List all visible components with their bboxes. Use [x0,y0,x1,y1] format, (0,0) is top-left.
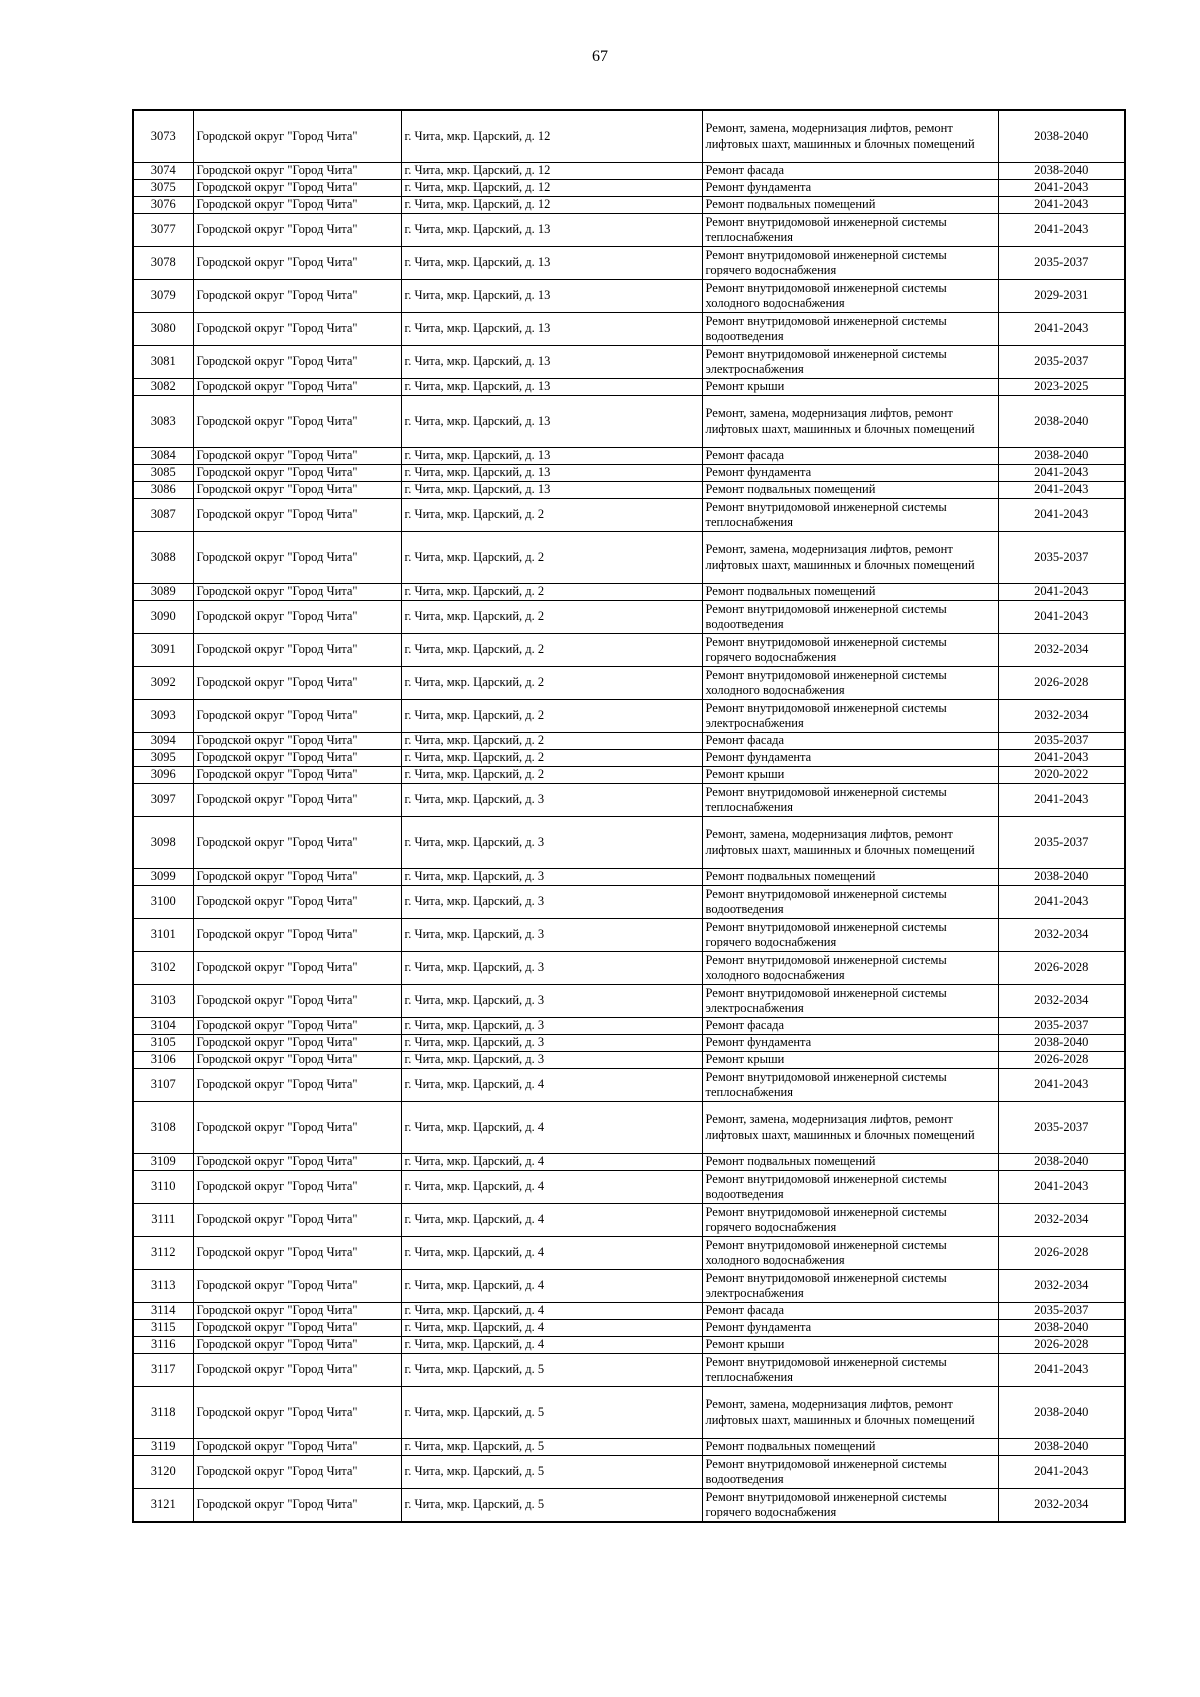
cell-municipality: Городской округ "Город Чита" [193,952,401,985]
cell-period: 2041-2043 [998,1171,1125,1204]
table-row [133,313,1125,346]
cell-municipality: Городской округ "Город Чита" [193,886,401,919]
cell-address: г. Чита, мкр. Царский, д. 2 [401,700,702,733]
cell-work-type: Ремонт крыши [702,1337,998,1354]
cell-address: г. Чита, мкр. Царский, д. 4 [401,1337,702,1354]
cell-address: г. Чита, мкр. Царский, д. 4 [401,1154,702,1171]
cell-municipality: Городской округ "Город Чита" [193,110,401,163]
cell-period: 2026-2028 [998,952,1125,985]
cell-period: 2041-2043 [998,465,1125,482]
cell-row-number: 3111 [133,1204,193,1237]
cell-municipality: Городской округ "Город Чита" [193,1204,401,1237]
cell-address: г. Чита, мкр. Царский, д. 2 [401,767,702,784]
cell-municipality: Городской округ "Город Чита" [193,280,401,313]
cell-address: г. Чита, мкр. Царский, д. 13 [401,379,702,396]
cell-row-number: 3101 [133,919,193,952]
cell-work-type: Ремонт подвальных помещений [702,1154,998,1171]
cell-municipality: Городской округ "Город Чита" [193,448,401,465]
table-row [133,700,1125,733]
table-row [133,1204,1125,1237]
cell-municipality: Городской округ "Город Чита" [193,313,401,346]
cell-row-number: 3112 [133,1237,193,1270]
cell-row-number: 3088 [133,532,193,584]
cell-row-number: 3109 [133,1154,193,1171]
cell-municipality: Городской округ "Город Чита" [193,700,401,733]
cell-row-number: 3075 [133,180,193,197]
cell-row-number: 3092 [133,667,193,700]
cell-period: 2035-2037 [998,1018,1125,1035]
cell-row-number: 3116 [133,1337,193,1354]
cell-row-number: 3077 [133,214,193,247]
cell-period: 2041-2043 [998,214,1125,247]
cell-row-number: 3087 [133,499,193,532]
cell-period: 2038-2040 [998,448,1125,465]
cell-period: 2035-2037 [998,532,1125,584]
cell-work-type: Ремонт, замена, модернизация лифтов, ремонт лифтовых шахт, машинных и блочных помещений [702,1102,998,1154]
cell-work-type: Ремонт фундамента [702,180,998,197]
cell-row-number: 3097 [133,784,193,817]
cell-work-type: Ремонт внутридомовой инженерной системы водоотведения [702,886,998,919]
cell-work-type: Ремонт фундамента [702,750,998,767]
cell-work-type: Ремонт фасада [702,448,998,465]
table-row [133,110,1125,163]
cell-period: 2026-2028 [998,1052,1125,1069]
cell-address: г. Чита, мкр. Царский, д. 3 [401,1018,702,1035]
table-row [133,985,1125,1018]
cell-work-type: Ремонт внутридомовой инженерной системы горячего водоснабжения [702,1489,998,1523]
cell-address: г. Чита, мкр. Царский, д. 13 [401,346,702,379]
cell-municipality: Городской округ "Город Чита" [193,1337,401,1354]
table-row [133,379,1125,396]
cell-period: 2032-2034 [998,1270,1125,1303]
table-body [133,110,1125,1522]
table-row [133,1303,1125,1320]
table-row [133,1171,1125,1204]
cell-municipality: Городской округ "Город Чита" [193,667,401,700]
cell-work-type: Ремонт фасада [702,733,998,750]
cell-period: 2032-2034 [998,919,1125,952]
cell-address: г. Чита, мкр. Царский, д. 13 [401,280,702,313]
cell-period: 2026-2028 [998,667,1125,700]
cell-municipality: Городской округ "Город Чита" [193,1237,401,1270]
cell-municipality: Городской округ "Город Чита" [193,784,401,817]
cell-address: г. Чита, мкр. Царский, д. 2 [401,634,702,667]
table-row [133,952,1125,985]
cell-municipality: Городской округ "Город Чита" [193,247,401,280]
cell-row-number: 3105 [133,1035,193,1052]
cell-row-number: 3078 [133,247,193,280]
cell-row-number: 3119 [133,1439,193,1456]
cell-municipality: Городской округ "Город Чита" [193,1154,401,1171]
cell-address: г. Чита, мкр. Царский, д. 12 [401,110,702,163]
cell-work-type: Ремонт внутридомовой инженерной системы теплоснабжения [702,499,998,532]
cell-row-number: 3113 [133,1270,193,1303]
cell-municipality: Городской округ "Город Чита" [193,396,401,448]
cell-address: г. Чита, мкр. Царский, д. 4 [401,1237,702,1270]
cell-work-type: Ремонт внутридомовой инженерной системы электроснабжения [702,700,998,733]
cell-work-type: Ремонт, замена, модернизация лифтов, ремонт лифтовых шахт, машинных и блочных помещений [702,1387,998,1439]
table-row [133,499,1125,532]
cell-period: 2041-2043 [998,1354,1125,1387]
table-row [133,919,1125,952]
table-row [133,197,1125,214]
cell-address: г. Чита, мкр. Царский, д. 3 [401,817,702,869]
cell-period: 2023-2025 [998,379,1125,396]
table-row [133,1102,1125,1154]
table-row [133,817,1125,869]
table-row [133,634,1125,667]
cell-row-number: 3080 [133,313,193,346]
cell-municipality: Городской округ "Город Чита" [193,1018,401,1035]
cell-period: 2041-2043 [998,482,1125,499]
cell-work-type: Ремонт внутридомовой инженерной системы водоотведения [702,1171,998,1204]
cell-municipality: Городской округ "Город Чита" [193,1270,401,1303]
cell-address: г. Чита, мкр. Царский, д. 12 [401,180,702,197]
cell-municipality: Городской округ "Город Чита" [193,750,401,767]
table-row [133,396,1125,448]
cell-row-number: 3081 [133,346,193,379]
cell-work-type: Ремонт внутридомовой инженерной системы холодного водоснабжения [702,280,998,313]
cell-work-type: Ремонт крыши [702,1052,998,1069]
table-row [133,1237,1125,1270]
cell-period: 2041-2043 [998,784,1125,817]
cell-row-number: 3096 [133,767,193,784]
cell-period: 2041-2043 [998,313,1125,346]
cell-work-type: Ремонт внутридомовой инженерной системы электроснабжения [702,346,998,379]
cell-municipality: Городской округ "Город Чита" [193,465,401,482]
cell-row-number: 3089 [133,584,193,601]
table-row [133,1320,1125,1337]
cell-work-type: Ремонт внутридомовой инженерной системы холодного водоснабжения [702,667,998,700]
cell-row-number: 3091 [133,634,193,667]
cell-municipality: Городской округ "Город Чита" [193,1387,401,1439]
cell-municipality: Городской округ "Город Чита" [193,1320,401,1337]
cell-municipality: Городской округ "Город Чита" [193,1303,401,1320]
table-row [133,1439,1125,1456]
cell-work-type: Ремонт фасада [702,163,998,180]
cell-address: г. Чита, мкр. Царский, д. 2 [401,733,702,750]
table-row [133,767,1125,784]
cell-address: г. Чита, мкр. Царский, д. 4 [401,1320,702,1337]
cell-municipality: Городской округ "Город Чита" [193,346,401,379]
cell-period: 2032-2034 [998,1489,1125,1523]
cell-row-number: 3108 [133,1102,193,1154]
table-row [133,601,1125,634]
cell-row-number: 3086 [133,482,193,499]
cell-municipality: Городской округ "Город Чита" [193,634,401,667]
cell-work-type: Ремонт, замена, модернизация лифтов, ремонт лифтовых шахт, машинных и блочных помещений [702,817,998,869]
cell-row-number: 3093 [133,700,193,733]
cell-address: г. Чита, мкр. Царский, д. 13 [401,465,702,482]
cell-address: г. Чита, мкр. Царский, д. 5 [401,1439,702,1456]
cell-period: 2038-2040 [998,163,1125,180]
cell-work-type: Ремонт крыши [702,767,998,784]
table-row [133,1154,1125,1171]
cell-period: 2032-2034 [998,634,1125,667]
cell-work-type: Ремонт внутридомовой инженерной системы горячего водоснабжения [702,634,998,667]
cell-row-number: 3099 [133,869,193,886]
cell-row-number: 3094 [133,733,193,750]
cell-row-number: 3120 [133,1456,193,1489]
table-row [133,584,1125,601]
cell-work-type: Ремонт внутридомовой инженерной системы горячего водоснабжения [702,247,998,280]
cell-row-number: 3121 [133,1489,193,1523]
cell-work-type: Ремонт внутридомовой инженерной системы горячего водоснабжения [702,919,998,952]
cell-row-number: 3076 [133,197,193,214]
table-row [133,784,1125,817]
cell-row-number: 3095 [133,750,193,767]
cell-work-type: Ремонт фундамента [702,465,998,482]
cell-row-number: 3083 [133,396,193,448]
table-row [133,750,1125,767]
table-row [133,1069,1125,1102]
cell-address: г. Чита, мкр. Царский, д. 2 [401,667,702,700]
cell-work-type: Ремонт подвальных помещений [702,869,998,886]
cell-work-type: Ремонт внутридомовой инженерной системы электроснабжения [702,985,998,1018]
cell-row-number: 3118 [133,1387,193,1439]
cell-address: г. Чита, мкр. Царский, д. 3 [401,952,702,985]
cell-work-type: Ремонт внутридомовой инженерной системы горячего водоснабжения [702,1204,998,1237]
cell-work-type: Ремонт фундамента [702,1320,998,1337]
cell-municipality: Городской округ "Город Чита" [193,584,401,601]
table-row [133,667,1125,700]
table-row [133,180,1125,197]
cell-address: г. Чита, мкр. Царский, д. 13 [401,247,702,280]
cell-row-number: 3074 [133,163,193,180]
cell-work-type: Ремонт внутридомовой инженерной системы водоотведения [702,1456,998,1489]
cell-work-type: Ремонт подвальных помещений [702,482,998,499]
cell-municipality: Городской округ "Город Чита" [193,214,401,247]
cell-period: 2038-2040 [998,1387,1125,1439]
cell-address: г. Чита, мкр. Царский, д. 3 [401,1052,702,1069]
cell-period: 2032-2034 [998,985,1125,1018]
cell-address: г. Чита, мкр. Царский, д. 2 [401,750,702,767]
table-row [133,346,1125,379]
cell-period: 2032-2034 [998,700,1125,733]
cell-period: 2035-2037 [998,1102,1125,1154]
table-row [133,214,1125,247]
cell-work-type: Ремонт внутридомовой инженерной системы водоотведения [702,601,998,634]
cell-municipality: Городской округ "Город Чита" [193,499,401,532]
cell-municipality: Городской округ "Город Чита" [193,1069,401,1102]
cell-municipality: Городской округ "Город Чита" [193,1354,401,1387]
cell-row-number: 3073 [133,110,193,163]
cell-period: 2026-2028 [998,1337,1125,1354]
cell-address: г. Чита, мкр. Царский, д. 5 [401,1489,702,1523]
cell-work-type: Ремонт, замена, модернизация лифтов, ремонт лифтовых шахт, машинных и блочных помещений [702,110,998,163]
cell-address: г. Чита, мкр. Царский, д. 5 [401,1456,702,1489]
cell-address: г. Чита, мкр. Царский, д. 5 [401,1354,702,1387]
cell-period: 2041-2043 [998,499,1125,532]
cell-period: 2029-2031 [998,280,1125,313]
table-row [133,733,1125,750]
cell-municipality: Городской округ "Город Чита" [193,1456,401,1489]
cell-municipality: Городской округ "Город Чита" [193,197,401,214]
cell-address: г. Чита, мкр. Царский, д. 2 [401,584,702,601]
cell-address: г. Чита, мкр. Царский, д. 3 [401,985,702,1018]
table-row [133,247,1125,280]
cell-row-number: 3103 [133,985,193,1018]
cell-row-number: 3079 [133,280,193,313]
cell-row-number: 3117 [133,1354,193,1387]
cell-period: 2035-2037 [998,733,1125,750]
table-row [133,1035,1125,1052]
cell-period: 2026-2028 [998,1237,1125,1270]
cell-period: 2038-2040 [998,869,1125,886]
cell-period: 2038-2040 [998,396,1125,448]
table-row [133,280,1125,313]
table-row [133,886,1125,919]
cell-work-type: Ремонт внутридомовой инженерной системы холодного водоснабжения [702,952,998,985]
cell-row-number: 3107 [133,1069,193,1102]
cell-address: г. Чита, мкр. Царский, д. 13 [401,482,702,499]
cell-work-type: Ремонт внутридомовой инженерной системы холодного водоснабжения [702,1237,998,1270]
cell-work-type: Ремонт внутридомовой инженерной системы теплоснабжения [702,784,998,817]
table-row [133,1052,1125,1069]
table-row [133,448,1125,465]
cell-period: 2041-2043 [998,180,1125,197]
cell-period: 2041-2043 [998,601,1125,634]
table-row [133,1018,1125,1035]
cell-period: 2038-2040 [998,1439,1125,1456]
cell-period: 2035-2037 [998,1303,1125,1320]
cell-period: 2041-2043 [998,1456,1125,1489]
cell-period: 2020-2022 [998,767,1125,784]
cell-period: 2041-2043 [998,197,1125,214]
cell-period: 2038-2040 [998,110,1125,163]
cell-period: 2038-2040 [998,1154,1125,1171]
cell-municipality: Городской округ "Город Чита" [193,767,401,784]
cell-address: г. Чита, мкр. Царский, д. 4 [401,1171,702,1204]
table-row [133,1337,1125,1354]
cell-address: г. Чита, мкр. Царский, д. 2 [401,532,702,584]
table-row [133,1270,1125,1303]
cell-municipality: Городской округ "Город Чита" [193,1171,401,1204]
table-row [133,532,1125,584]
cell-address: г. Чита, мкр. Царский, д. 13 [401,448,702,465]
cell-municipality: Городской округ "Город Чита" [193,163,401,180]
cell-row-number: 3082 [133,379,193,396]
cell-municipality: Городской округ "Город Чита" [193,869,401,886]
table-row [133,1354,1125,1387]
cell-municipality: Городской округ "Город Чита" [193,379,401,396]
cell-municipality: Городской округ "Город Чита" [193,1052,401,1069]
cell-row-number: 3104 [133,1018,193,1035]
cell-municipality: Городской округ "Город Чита" [193,180,401,197]
cell-work-type: Ремонт подвальных помещений [702,584,998,601]
cell-address: г. Чита, мкр. Царский, д. 13 [401,214,702,247]
cell-period: 2041-2043 [998,584,1125,601]
cell-row-number: 3098 [133,817,193,869]
cell-address: г. Чита, мкр. Царский, д. 5 [401,1387,702,1439]
cell-address: г. Чита, мкр. Царский, д. 4 [401,1069,702,1102]
cell-period: 2032-2034 [998,1204,1125,1237]
cell-address: г. Чита, мкр. Царский, д. 4 [401,1204,702,1237]
cell-work-type: Ремонт внутридомовой инженерной системы электроснабжения [702,1270,998,1303]
cell-row-number: 3090 [133,601,193,634]
cell-period: 2041-2043 [998,1069,1125,1102]
cell-row-number: 3106 [133,1052,193,1069]
cell-municipality: Городской округ "Город Чита" [193,817,401,869]
cell-address: г. Чита, мкр. Царский, д. 4 [401,1270,702,1303]
cell-period: 2041-2043 [998,750,1125,767]
cell-work-type: Ремонт, замена, модернизация лифтов, ремонт лифтовых шахт, машинных и блочных помещений [702,532,998,584]
table-row [133,1387,1125,1439]
cell-row-number: 3110 [133,1171,193,1204]
cell-work-type: Ремонт подвальных помещений [702,1439,998,1456]
cell-period: 2035-2037 [998,346,1125,379]
cell-work-type: Ремонт внутридомовой инженерной системы теплоснабжения [702,214,998,247]
cell-work-type: Ремонт крыши [702,379,998,396]
cell-work-type: Ремонт внутридомовой инженерной системы теплоснабжения [702,1354,998,1387]
cell-period: 2041-2043 [998,886,1125,919]
cell-period: 2035-2037 [998,817,1125,869]
cell-row-number: 3115 [133,1320,193,1337]
cell-period: 2038-2040 [998,1320,1125,1337]
cell-work-type: Ремонт внутридомовой инженерной системы водоотведения [702,313,998,346]
cell-address: г. Чита, мкр. Царский, д. 2 [401,601,702,634]
cell-work-type: Ремонт внутридомовой инженерной системы теплоснабжения [702,1069,998,1102]
cell-row-number: 3100 [133,886,193,919]
table-row [133,1456,1125,1489]
cell-municipality: Городской округ "Город Чита" [193,1439,401,1456]
cell-address: г. Чита, мкр. Царский, д. 2 [401,499,702,532]
cell-row-number: 3085 [133,465,193,482]
cell-row-number: 3114 [133,1303,193,1320]
cell-address: г. Чита, мкр. Царский, д. 3 [401,919,702,952]
cell-work-type: Ремонт, замена, модернизация лифтов, ремонт лифтовых шахт, машинных и блочных помещений [702,396,998,448]
cell-municipality: Городской округ "Город Чита" [193,733,401,750]
cell-address: г. Чита, мкр. Царский, д. 4 [401,1102,702,1154]
cell-municipality: Городской округ "Город Чита" [193,601,401,634]
cell-municipality: Городской округ "Город Чита" [193,1102,401,1154]
cell-work-type: Ремонт фасада [702,1018,998,1035]
cell-work-type: Ремонт фасада [702,1303,998,1320]
cell-address: г. Чита, мкр. Царский, д. 12 [401,197,702,214]
repair-schedule-table [132,109,1126,1523]
page-number: 67 [592,48,608,65]
cell-address: г. Чита, мкр. Царский, д. 4 [401,1303,702,1320]
cell-work-type: Ремонт подвальных помещений [702,197,998,214]
cell-work-type: Ремонт фундамента [702,1035,998,1052]
cell-address: г. Чита, мкр. Царский, д. 3 [401,886,702,919]
cell-municipality: Городской округ "Город Чита" [193,919,401,952]
table-row [133,869,1125,886]
cell-municipality: Городской округ "Город Чита" [193,482,401,499]
cell-municipality: Городской округ "Город Чита" [193,985,401,1018]
cell-municipality: Городской округ "Город Чита" [193,1035,401,1052]
cell-address: г. Чита, мкр. Царский, д. 3 [401,869,702,886]
cell-address: г. Чита, мкр. Царский, д. 12 [401,163,702,180]
cell-municipality: Городской округ "Город Чита" [193,532,401,584]
cell-address: г. Чита, мкр. Царский, д. 3 [401,1035,702,1052]
cell-row-number: 3084 [133,448,193,465]
table-row [133,465,1125,482]
cell-address: г. Чита, мкр. Царский, д. 13 [401,396,702,448]
table-row [133,482,1125,499]
cell-row-number: 3102 [133,952,193,985]
cell-period: 2035-2037 [998,247,1125,280]
cell-address: г. Чита, мкр. Царский, д. 13 [401,313,702,346]
cell-municipality: Городской округ "Город Чита" [193,1489,401,1523]
table-row [133,1489,1125,1523]
cell-period: 2038-2040 [998,1035,1125,1052]
table-row [133,163,1125,180]
cell-address: г. Чита, мкр. Царский, д. 3 [401,784,702,817]
